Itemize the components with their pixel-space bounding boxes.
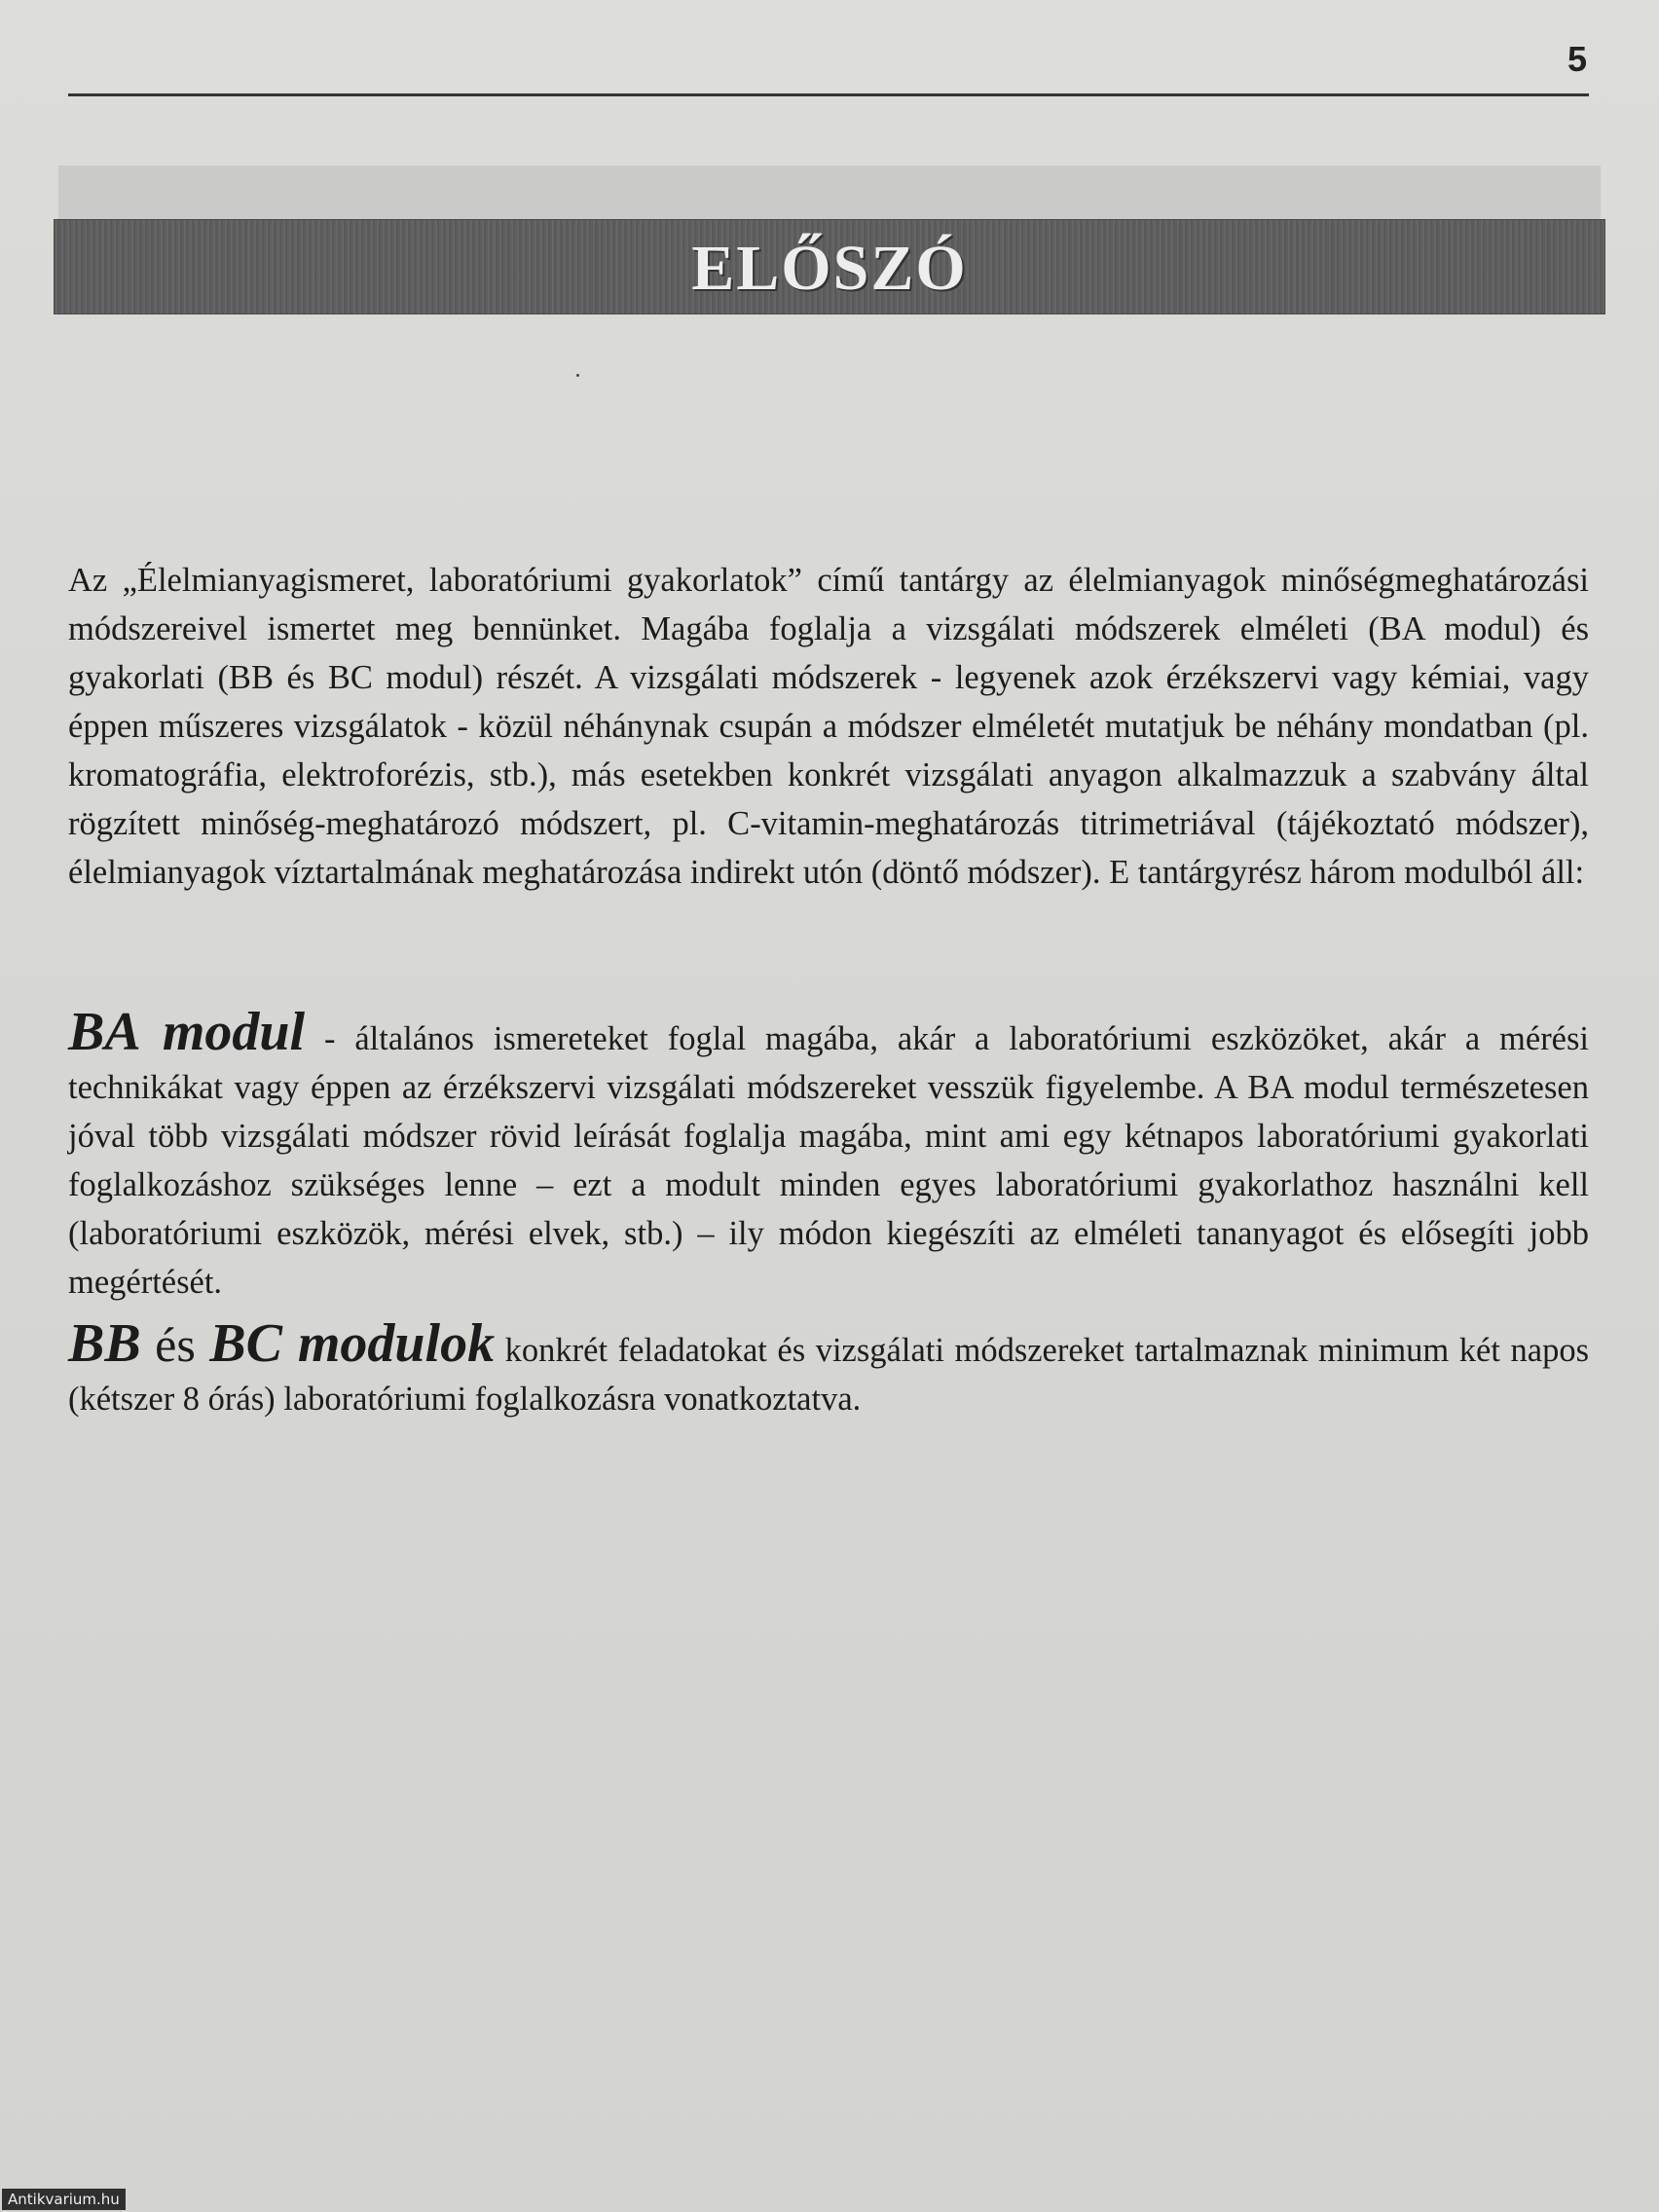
es-connector: és — [140, 1316, 210, 1372]
title-band-shadow — [58, 166, 1601, 222]
intro-paragraph: Az „Élelmianyagismeret, laboratóriumi gyakorlatok” című tantárgy az élelmianyagok minőségmeghatározási módszereivel ismertet meg bennünket. Magába foglalja a vizsgálati módszerek elméleti (BA modul) és gyakorlati (BB és BC modul) részét. A vizsgálati módszerek - legyenek azok érzékszervi vagy kémiai, vagy éppen műszeres vizsgálatok - közül néhánynak csupán a módszer elméletét mutatjuk be néhány mondatban (pl. kromatográfia, elektroforézis, stb.), más esetekben konkrét vizsgálati anyagon alkalmazzuk a szabvány által rögzített minőség-meghatározó módszert, pl. C-vitamin-meghatározás titrimetriával (tájékoztató módszer), élelmianyagok víztartalmának meghatározása indirekt utón (döntő módszer). E tantárgyrész három modulból áll: — [68, 561, 1589, 891]
page-title: ELŐSZÓ — [691, 233, 968, 304]
ba-modul-heading: BA modul — [68, 1001, 306, 1062]
ba-modul-paragraph — [68, 1001, 1590, 1307]
bc-modulok-heading: BC modulok — [209, 1312, 496, 1374]
title-banner — [55, 220, 1604, 313]
bb-heading: BB — [68, 1312, 141, 1374]
watermark-logo: Antikvarium.hu — [2, 2189, 126, 2210]
header-rule — [68, 93, 1589, 96]
bb-bc-modulok-text: konkrét feladatokat és vizsgálati módszereket tartalmaznak minimum két napos (kétszer 8 órás) laboratóriumi foglalkozásra vonatkoztatva. — [68, 1331, 1589, 1418]
ba-modul-text: - általános ismereteket foglal magába, akár a laboratóriumi eszközöket, akár a mérési technikákat vagy éppen az érzékszervi vizsgálati módszereket vesszük figyelembe. A BA modul természetesen jóval több vizsgálati módszer rövid leírását foglalja magába, mint ami egy kétnapos laboratóriumi gyakorlati foglalkozáshoz szükséges lenne – ezt a modult minden egyes laboratóriumi gyakorlathoz használni kell (laboratóriumi eszközök, mérési elvek, stb.) – ily módon kiegészíti az elméleti tananyagot és elősegíti jobb megértését. — [68, 1019, 1590, 1301]
page-number: 5 — [1567, 39, 1587, 79]
speck — [576, 374, 579, 377]
bb-bc-modulok-paragraph — [68, 1312, 1589, 1423]
